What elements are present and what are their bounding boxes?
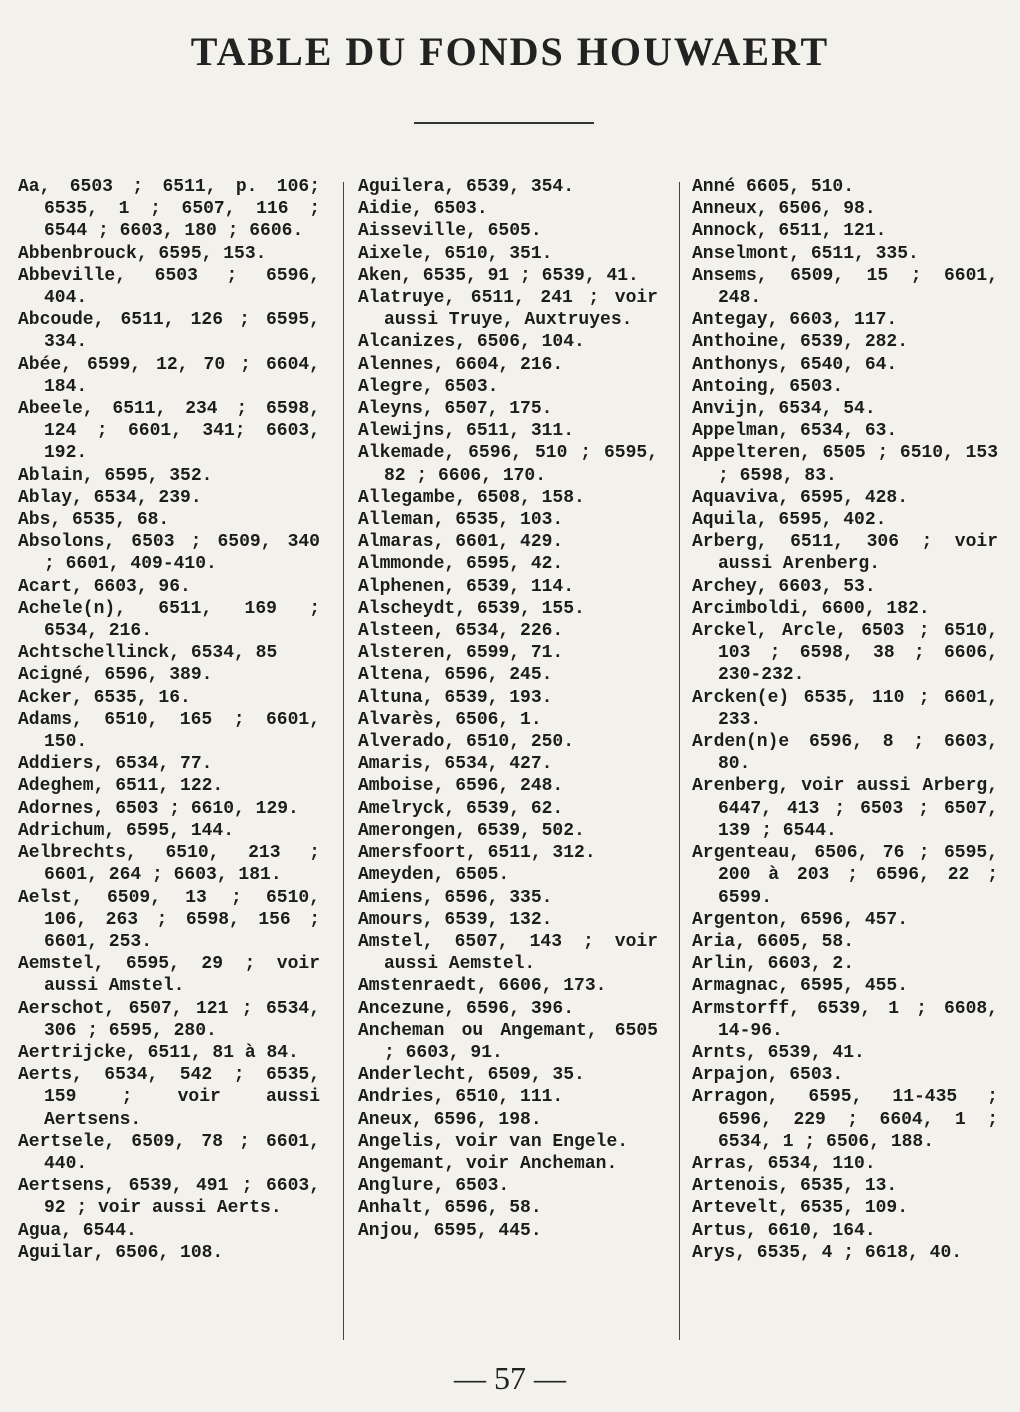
index-entry: Antegay, 6603, 117.	[692, 310, 898, 331]
index-entry: Alcanizes, 6506, 104.	[358, 332, 585, 353]
index-entry: Alsteen, 6534, 226.	[358, 621, 564, 642]
index-entry: Aquila, 6595, 402.	[692, 510, 887, 531]
index-entry: Agua, 6544.	[18, 1220, 137, 1241]
column-divider-right	[679, 182, 680, 1340]
index-entry: Aidie, 6503.	[358, 199, 488, 220]
index-entry: Aneux, 6596, 198.	[358, 1109, 542, 1130]
index-entry: Aquaviva, 6595, 428.	[692, 487, 909, 508]
index-column-1	[18, 176, 320, 1264]
index-entry: Aemstel, 6595, 29 ; voir aussi Amstel.	[18, 954, 320, 997]
index-entry: Alscheydt, 6539, 155.	[358, 598, 585, 619]
index-entry: Aleyns, 6507, 175.	[358, 399, 553, 420]
index-entry: Abeele, 6511, 234 ; 6598, 124 ; 6601, 341; 6603, 192.	[18, 399, 320, 464]
index-entry: Abcoude, 6511, 126 ; 6595, 334.	[18, 310, 320, 353]
index-entry: Arys, 6535, 4 ; 6618, 40.	[692, 1242, 963, 1263]
index-entry: Adams, 6510, 165 ; 6601, 150.	[18, 709, 320, 753]
index-entry: Arden(n)e 6596, 8 ; 6603, 80.	[692, 732, 998, 775]
index-entry: Armstorff, 6539, 1 ; 6608, 14-96.	[692, 998, 998, 1041]
index-entry: Aixele, 6510, 351.	[358, 243, 553, 264]
index-entry: Appelman, 6534, 63.	[692, 421, 898, 442]
index-entry: Alennes, 6604, 216.	[358, 354, 564, 375]
index-entry: Amstenraedt, 6606, 173.	[358, 976, 607, 997]
index-entry: Ancheman ou Angemant, 6505 ; 6603, 91.	[358, 1020, 658, 1063]
index-entry: Artus, 6610, 164.	[692, 1220, 876, 1241]
title-divider	[414, 122, 594, 124]
index-entry: Aertsele, 6509, 78 ; 6601, 440.	[18, 1131, 320, 1174]
index-entry: Anné 6605, 510.	[692, 177, 855, 197]
index-entry: Abbeville, 6503 ; 6596, 404.	[18, 265, 320, 309]
index-entry: Amersfoort, 6511, 312.	[358, 843, 596, 864]
column-divider-left	[343, 182, 344, 1340]
page-title: TABLE DU FONDS HOUWAERT	[190, 29, 830, 74]
index-entry: Almmonde, 6595, 42.	[358, 554, 564, 575]
index-entry: Anselmont, 6511, 335.	[692, 243, 919, 264]
index-entry: Alatruye, 6511, 241 ; voir aussi Truye, Auxtruyes.	[358, 288, 658, 331]
index-entry: Alverado, 6510, 250.	[358, 732, 575, 753]
index-entry: Aertrijcke, 6511, 81 à 84.	[18, 1042, 299, 1063]
index-entry: Abée, 6599, 12, 70 ; 6604, 184.	[18, 354, 320, 397]
index-entry: Amboise, 6596, 248.	[358, 776, 564, 797]
index-entry: Argenton, 6596, 457.	[692, 909, 909, 930]
index-entry: Archey, 6603, 53.	[692, 576, 876, 597]
index-entry: Aelst, 6509, 13 ; 6510, 106, 263 ; 6598, 156 ; 6601, 253.	[18, 887, 320, 952]
index-entry: Anhalt, 6596, 58.	[358, 1198, 542, 1219]
index-entry: Aerts, 6534, 542 ; 6535, 159 ; voir aussi Aertsens.	[18, 1065, 320, 1130]
page-number: — 57 —	[454, 1360, 566, 1396]
index-entry: Armagnac, 6595, 455.	[692, 976, 909, 997]
index-entry: Abbenbrouck, 6595, 153.	[18, 243, 267, 264]
index-entry: Anglure, 6503.	[358, 1176, 510, 1197]
index-entry: Ancezune, 6596, 396.	[358, 998, 575, 1019]
index-entry: Arras, 6534, 110.	[692, 1153, 876, 1174]
index-entry: Amours, 6539, 132.	[358, 909, 553, 930]
index-entry: Arcimboldi, 6600, 182.	[692, 598, 930, 619]
index-entry: Achele(n), 6511, 169 ; 6534, 216.	[18, 598, 320, 642]
index-entry: Ablay, 6534, 239.	[18, 487, 202, 508]
index-entry: Adornes, 6503 ; 6610, 129.	[18, 798, 299, 819]
index-entry: Almaras, 6601, 429.	[358, 532, 564, 553]
index-entry: Anthonys, 6540, 64.	[692, 354, 898, 375]
index-entry: Arckel, Arcle, 6503 ; 6510, 103 ; 6598, 38 ; 6606, 230-232.	[692, 621, 998, 686]
index-entry: Arlin, 6603, 2.	[692, 954, 855, 975]
index-entry: Aria, 6605, 58.	[692, 931, 855, 952]
index-entry: Adrichum, 6595, 144.	[18, 820, 235, 841]
index-entry: Amstel, 6507, 143 ; voir aussi Aemstel.	[358, 931, 658, 975]
index-entry: Altena, 6596, 245.	[358, 665, 553, 686]
index-entry: Alleman, 6535, 103.	[358, 510, 564, 531]
index-entry: Amelryck, 6539, 62.	[358, 798, 564, 819]
index-entry: Aa, 6503 ; 6511, p. 106; 6535, 1 ; 6507, 116 ; 6544 ; 6603, 180 ; 6606.	[18, 177, 320, 242]
index-entry: Amaris, 6534, 427.	[358, 754, 553, 775]
index-entry: Arenberg, voir aussi Arberg, 6447, 413 ; 6503 ; 6507, 139 ; 6544.	[692, 776, 998, 841]
index-entry: Arberg, 6511, 306 ; voir aussi Arenberg.	[692, 532, 998, 575]
index-entry: Alvarès, 6506, 1.	[358, 709, 542, 730]
index-entry: Artevelt, 6535, 109.	[692, 1198, 909, 1219]
index-entry: Anderlecht, 6509, 35.	[358, 1065, 585, 1086]
index-entry: Absolons, 6503 ; 6509, 340 ; 6601, 409-410.	[18, 532, 320, 575]
index-entry: Arpajon, 6503.	[692, 1065, 844, 1086]
index-entry: Angelis, voir van Engele.	[358, 1131, 629, 1152]
index-entry: Alphenen, 6539, 114.	[358, 576, 575, 597]
index-entry: Aelbrechts, 6510, 213 ; 6601, 264 ; 6603, 181.	[18, 843, 320, 886]
index-entry: Alegre, 6503.	[358, 376, 499, 397]
index-entry: Addiers, 6534, 77.	[18, 754, 213, 775]
index-entry: Acigné, 6596, 389.	[18, 665, 213, 686]
index-entry: Amiens, 6596, 335.	[358, 887, 553, 908]
index-entry: Altuna, 6539, 193.	[358, 687, 553, 708]
index-entry: Andries, 6510, 111.	[358, 1087, 564, 1108]
index-entry: Aerschot, 6507, 121 ; 6534, 306 ; 6595, 280.	[18, 998, 320, 1041]
index-entry: Arcken(e) 6535, 110 ; 6601, 233.	[692, 687, 998, 730]
index-entry: Allegambe, 6508, 158.	[358, 487, 585, 508]
index-column-3	[692, 176, 998, 1264]
index-entry: Alkemade, 6596, 510 ; 6595, 82 ; 6606, 170.	[358, 443, 658, 486]
index-entry: Appelteren, 6505 ; 6510, 153 ; 6598, 83.	[692, 443, 998, 486]
index-entry: Ansems, 6509, 15 ; 6601, 248.	[692, 265, 998, 309]
index-entry: Annock, 6511, 121.	[692, 221, 887, 242]
index-entry: Adeghem, 6511, 122.	[18, 776, 224, 797]
index-entry: Aguilar, 6506, 108.	[18, 1242, 224, 1263]
index-entry: Aertsens, 6539, 491 ; 6603, 92 ; voir aussi Aerts.	[18, 1176, 320, 1219]
index-entry: Alsteren, 6599, 71.	[358, 643, 564, 664]
index-entry: Arragon, 6595, 11-435 ; 6596, 229 ; 6604, 1 ; 6534, 1 ; 6506, 188.	[692, 1087, 998, 1152]
index-entry: Acker, 6535, 16.	[18, 687, 191, 708]
index-entry: Amerongen, 6539, 502.	[358, 820, 585, 841]
index-entry: Aisseville, 6505.	[358, 221, 542, 242]
index-entry: Ablain, 6595, 352.	[18, 465, 213, 486]
index-entry: Achtschellinck, 6534, 85	[18, 643, 278, 664]
index-entry: Anjou, 6595, 445.	[358, 1220, 542, 1241]
index-entry: Artenois, 6535, 13.	[692, 1176, 898, 1197]
index-entry: Alewijns, 6511, 311.	[358, 421, 575, 442]
index-entry: Argenteau, 6506, 76 ; 6595, 200 à 203 ; 6596, 22 ; 6599.	[692, 843, 998, 908]
index-entry: Abs, 6535, 68.	[18, 510, 170, 531]
index-entry: Angemant, voir Ancheman.	[358, 1153, 618, 1174]
index-entry: Antoing, 6503.	[692, 376, 844, 397]
index-entry: Arnts, 6539, 41.	[692, 1042, 865, 1063]
index-entry: Anneux, 6506, 98.	[692, 199, 876, 220]
index-entry: Aguilera, 6539, 354.	[358, 177, 575, 197]
index-entry: Ameyden, 6505.	[358, 865, 510, 886]
index-entry: Anvijn, 6534, 54.	[692, 399, 876, 420]
index-entry: Anthoine, 6539, 282.	[692, 332, 909, 353]
index-column-2	[358, 176, 658, 1242]
index-entry: Aken, 6535, 91 ; 6539, 41.	[358, 265, 639, 286]
index-entry: Acart, 6603, 96.	[18, 576, 191, 597]
